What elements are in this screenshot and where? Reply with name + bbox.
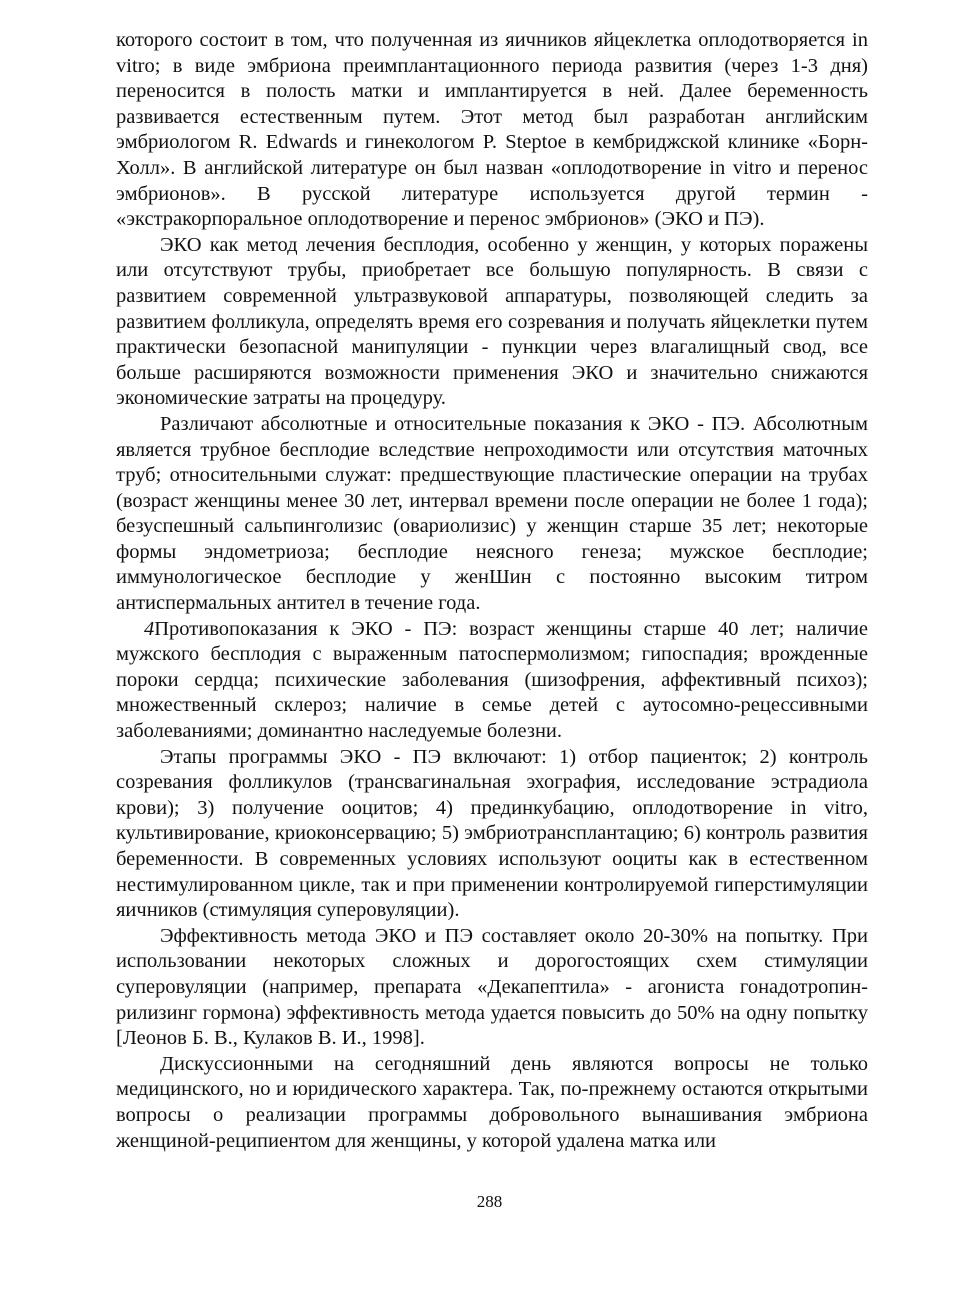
paragraph-3-text: Различают абсолютные и относительные показания к ЭКО - ПЭ. Абсолютным является трубное бесплодие вследствие непроходимости или отсутствия маточных труб; относительными служат: предшествующие пластические операции на трубах (возраст женщины менее 30 лет, интервал времени после операции не более 1 года); безуспешный сальпинголизис (овариолизис) у женщин старше 35 лет; некоторые формы эндометриоза; бесплодие неясного генеза; мужское бесплодие; иммунологическое бесплодие у женШин с постоянно высоким титром антиспермальных антител в течение года. [116,412,868,615]
paragraph-7-text: Дискуссионными на сегодняшний день являются вопросы не только медицинского, но и юридического характера. Так, по-прежнему остаются открытыми вопросы о реализации программы добровольного вынашивания эмбриона женщиной-реципиентом для женщины, у которой удалена матка или [116,1052,868,1152]
paragraph-2-text: ЭКО как метод лечения бесплодия, особенно у женщин, у которых поражены или отсутствуют трубы, приобретает все большую популярность. В связи с развитием современной ультразвуковой аппаратуры, позволяющей следить за развитием фолликула, определять время его созревания и получать яйцеклетки путем практически безопасной манипуляции - пункции через влагалищный свод, все больше расширяются возможности применения ЭКО и значительно снижаются экономические затраты на процедуру. [116,233,868,410]
paragraph-6-text: Эффективность метода ЭКО и ПЭ составляет около 20-30% на попытку. При использовании некоторых сложных и дорогостоящих схем стимуляции суперовуляции (например, препарата «Декапептила» - агониста гонадотропин-рилизинг гормона) эффективность метода удается повысить до 50% на одну попытку [Леонов Б. В., Кулаков В. И., 1998]. [116,924,868,1050]
paragraph-1 [116,28,868,233]
paragraph-2 [116,233,868,412]
paragraph-7 [116,1052,868,1154]
paragraph-1-text: которого состоит в том, что полученная из яичников яйцеклетка оплодотворяется in vitro; в виде эмбриона преимплантационного периода развития (через 1-3 дня) переносится в полость матки и имплантируется в ней. Далее беременность развивается естественным путем. Этот метод был разработан английским эмбриологом R. Edwards и гинекологом P. Steptoe в кембриджской клинике «Борн-Холл». В английской литературе он был назван «оплодотворение in vitro и перенос эмбрионов». В русской литературе используется другой термин - «экстракорпоральное оплодотворение и перенос эмбрионов» (ЭКО и ПЭ). [116,29,868,231]
paragraph-3 [116,412,868,617]
paragraph-4-marker: 4 [144,617,155,640]
paragraph-5-text: Этапы программы ЭКО - ПЭ включают: 1) отбор пациенток; 2) контроль созревания фолликулов (трансвагинальная эхография, исследование эстрадиола крови); 3) получение ооцитов; 4) прединкубацию, оплодотворение in vitro, культивирование, криоконсервацию; 5) эмбриотрансплантацию; 6) контроль развития беременности. В современных условиях используют ооциты как в естественном нестимулированном цикле, так и при применении контролируемой гиперстимуляции яичников (стимуляция суперовуляции). [116,745,868,922]
page-number: 288 [476,1192,503,1211]
document-page [116,28,868,1154]
paragraph-4 [116,617,868,745]
paragraph-5 [116,745,868,924]
paragraph-6 [116,924,868,1052]
paragraph-4-text: Противопоказания к ЭКО - ПЭ: возраст женщины старше 40 лет; наличие мужского бесплодия с выраженным патоспермолизмом; гипоспадия; врожденные пороки сердца; психические заболевания (шизофрения, аффективный психоз); множественный склероз; наличие в семье детей с аутосомно-рецессивными заболеваниями; доминантно наследуемые болезни. [116,617,868,743]
